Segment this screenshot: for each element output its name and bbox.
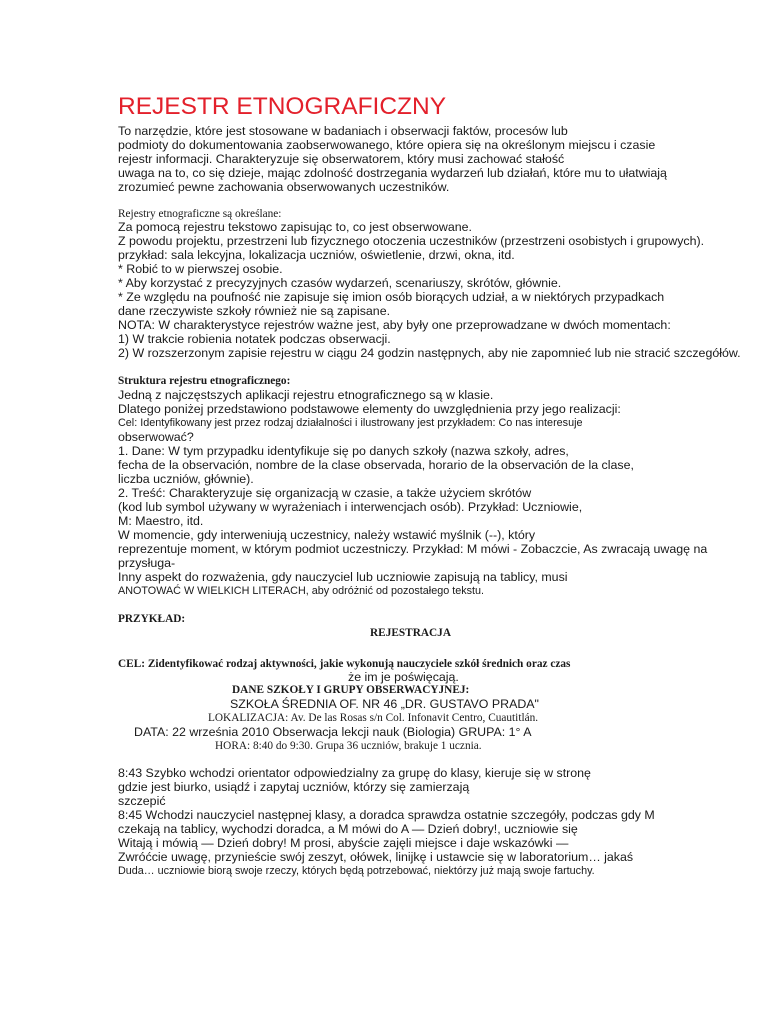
observation-hours: HORA: 8:40 do 9:30. Grupa 36 uczniów, brakuje 1 ucznia.: [215, 740, 482, 752]
section1-line: Za pomocą rejestru tekstowo zapisując to, co jest obserwowane.: [118, 220, 472, 234]
observation-date: DATA: 22 września 2010 Obserwacja lekcji nauk (Biologia) GRUPA: 1° A: [134, 725, 532, 739]
goal-line: że im je poświęcają.: [348, 670, 459, 684]
school-heading: DANE SZKOŁY I GRUPY OBSERWACYJNEJ:: [232, 684, 470, 696]
registration-heading: REJESTRACJA: [370, 627, 451, 639]
section2-line: Dlatego poniżej przedstawiono podstawowe elementy do uwzględnienia przy jego realizacji:: [118, 402, 621, 416]
section2-line: przysługa-: [118, 556, 176, 570]
section2-line: fecha de la observación, nombre de la clase observada, horario de la observación de la clase,: [118, 458, 634, 472]
section2-line: obserwować?: [118, 430, 194, 444]
observation-line: gdzie jest biurko, usiądź i zapytaj uczniów, którzy się zamierzają: [118, 780, 470, 794]
observation-line: Zwróćcie uwagę, przynieście swój zeszyt, ołówek, linijkę i ustawcie się w laboratorium… jakaś: [118, 850, 634, 864]
section2-line: W momencie, gdy interweniują uczestnicy, należy wstawić myślnik (--), który: [118, 528, 536, 542]
section1-line: NOTA: W charakterystyce rejestrów ważne jest, aby były one przeprowadzane w dwóch momentach:: [118, 318, 671, 332]
intro-line: zrozumieć pewne zachowania obserwowanych uczestników.: [118, 180, 450, 194]
section2-line: 2. Treść: Charakteryzuje się organizacją w czasie, a także użyciem skrótów: [118, 486, 532, 500]
section2-line: M: Maestro, itd.: [118, 514, 204, 528]
school-location: LOKALIZACJA: Av. De las Rosas s/n Col. Infonavit Centro, Cuautitlán.: [208, 712, 539, 724]
section1-line: * Robić to w pierwszej osobie.: [118, 262, 283, 276]
section2-line: liczba uczniów, głównie).: [118, 472, 254, 486]
intro-line: podmioty do dokumentowania zaobserwowanego, które opiera się na określonym miejscu i czasie: [118, 138, 656, 152]
observation-line: Witają i mówią — Dzień dobry! M prosi, abyście zajęli miejsce i daje wskazówki —: [118, 836, 569, 850]
section-heading: Rejestry etnograficzne są określane:: [118, 208, 282, 220]
section1-line: Z powodu projektu, przestrzeni lub fizycznego otoczenia uczestników (przestrzeni osobistych i grupowych).: [118, 234, 705, 248]
observation-line: 8:45 Wchodzi nauczyciel następnej klasy, a doradca sprawdza ostatnie szczegóły, podczas gdy M: [118, 808, 655, 822]
goal-line: CEL: Zidentyfikować rodzaj aktywności, jakie wykonują nauczyciele szkół średnich oraz czas: [118, 658, 571, 670]
section-heading: Struktura rejestru etnograficznego:: [118, 375, 291, 387]
intro-line: rejestr informacji. Charakteryzuje się obserwatorem, który musi zachować stałość: [118, 152, 565, 166]
observation-line: czekają na tablicy, wychodzi doradca, a M mówi do A — Dzień dobry!, uczniowie się: [118, 822, 578, 836]
section2-line: Inny aspekt do rozważenia, gdy nauczyciel lub uczniowie zapisują na tablicy, musi: [118, 570, 568, 584]
observation-line: 8:43 Szybko wchodzi orientator odpowiedzialny za grupę do klasy, kieruje się w stronę: [118, 766, 591, 780]
intro-line: uwaga na to, co się dzieje, mając zdolność dostrzegania wydarzeń lub działań, które mu to ułatwiają: [118, 166, 667, 180]
section2-line: Cel: Identyfikowany jest przez rodzaj działalności i ilustrowany jest przykładem: Co nas interesuje: [118, 417, 583, 429]
section1-line: dane rzeczywiste szkoły również nie są zapisane.: [118, 304, 391, 318]
intro-line: To narzędzie, które jest stosowane w badaniach i obserwacji faktów, procesów lub: [118, 124, 568, 138]
observation-line: szczepić: [118, 794, 166, 808]
section1-line: 1) W trakcie robienia notatek podczas obserwacji.: [118, 332, 391, 346]
section2-line: (kod lub symbol używany w wyrażeniach i interwencjach osób). Przykład: Uczniowie,: [118, 500, 583, 514]
document-title: REJESTR ETNOGRAFICZNY: [118, 93, 447, 120]
section2-line: Jedną z najczęstszych aplikacji rejestru etnograficznego są w klasie.: [118, 388, 494, 402]
observation-line: Duda… uczniowie biorą swoje rzeczy, których będą potrzebować, niektórzy już mają swoje fartuchy.: [118, 865, 595, 877]
section2-line: ANOTOWAĆ W WIELKICH LITERACH, aby odróżnić od pozostałego tekstu.: [118, 585, 485, 597]
section2-line: reprezentuje moment, w którym podmiot uczestniczy. Przykład: M mówi - Zobaczcie, As zwracają uwagę na: [118, 542, 708, 556]
school-name: SZKOŁA ŚREDNIA OF. NR 46 „DR. GUSTAVO PRADA": [230, 697, 539, 711]
section1-line: * Aby korzystać z precyzyjnych czasów wydarzeń, scenariuszy, skrótów, głównie.: [118, 276, 562, 290]
example-heading: PRZYKŁAD:: [118, 613, 186, 625]
section2-line: 1. Dane: W tym przypadku identyfikuje się po danych szkoły (nazwa szkoły, adres,: [118, 444, 569, 458]
section1-line: przykład: sala lekcyjna, lokalizacja uczniów, oświetlenie, drzwi, okna, itd.: [118, 248, 515, 262]
section1-line: * Ze względu na poufność nie zapisuje się imion osób biorących udział, a w niektórych przypadkach: [118, 290, 665, 304]
section1-line: 2) W rozszerzonym zapisie rejestru w ciągu 24 godzin następnych, aby nie zapomnieć lub nie stracić szczegółów.: [118, 346, 741, 360]
